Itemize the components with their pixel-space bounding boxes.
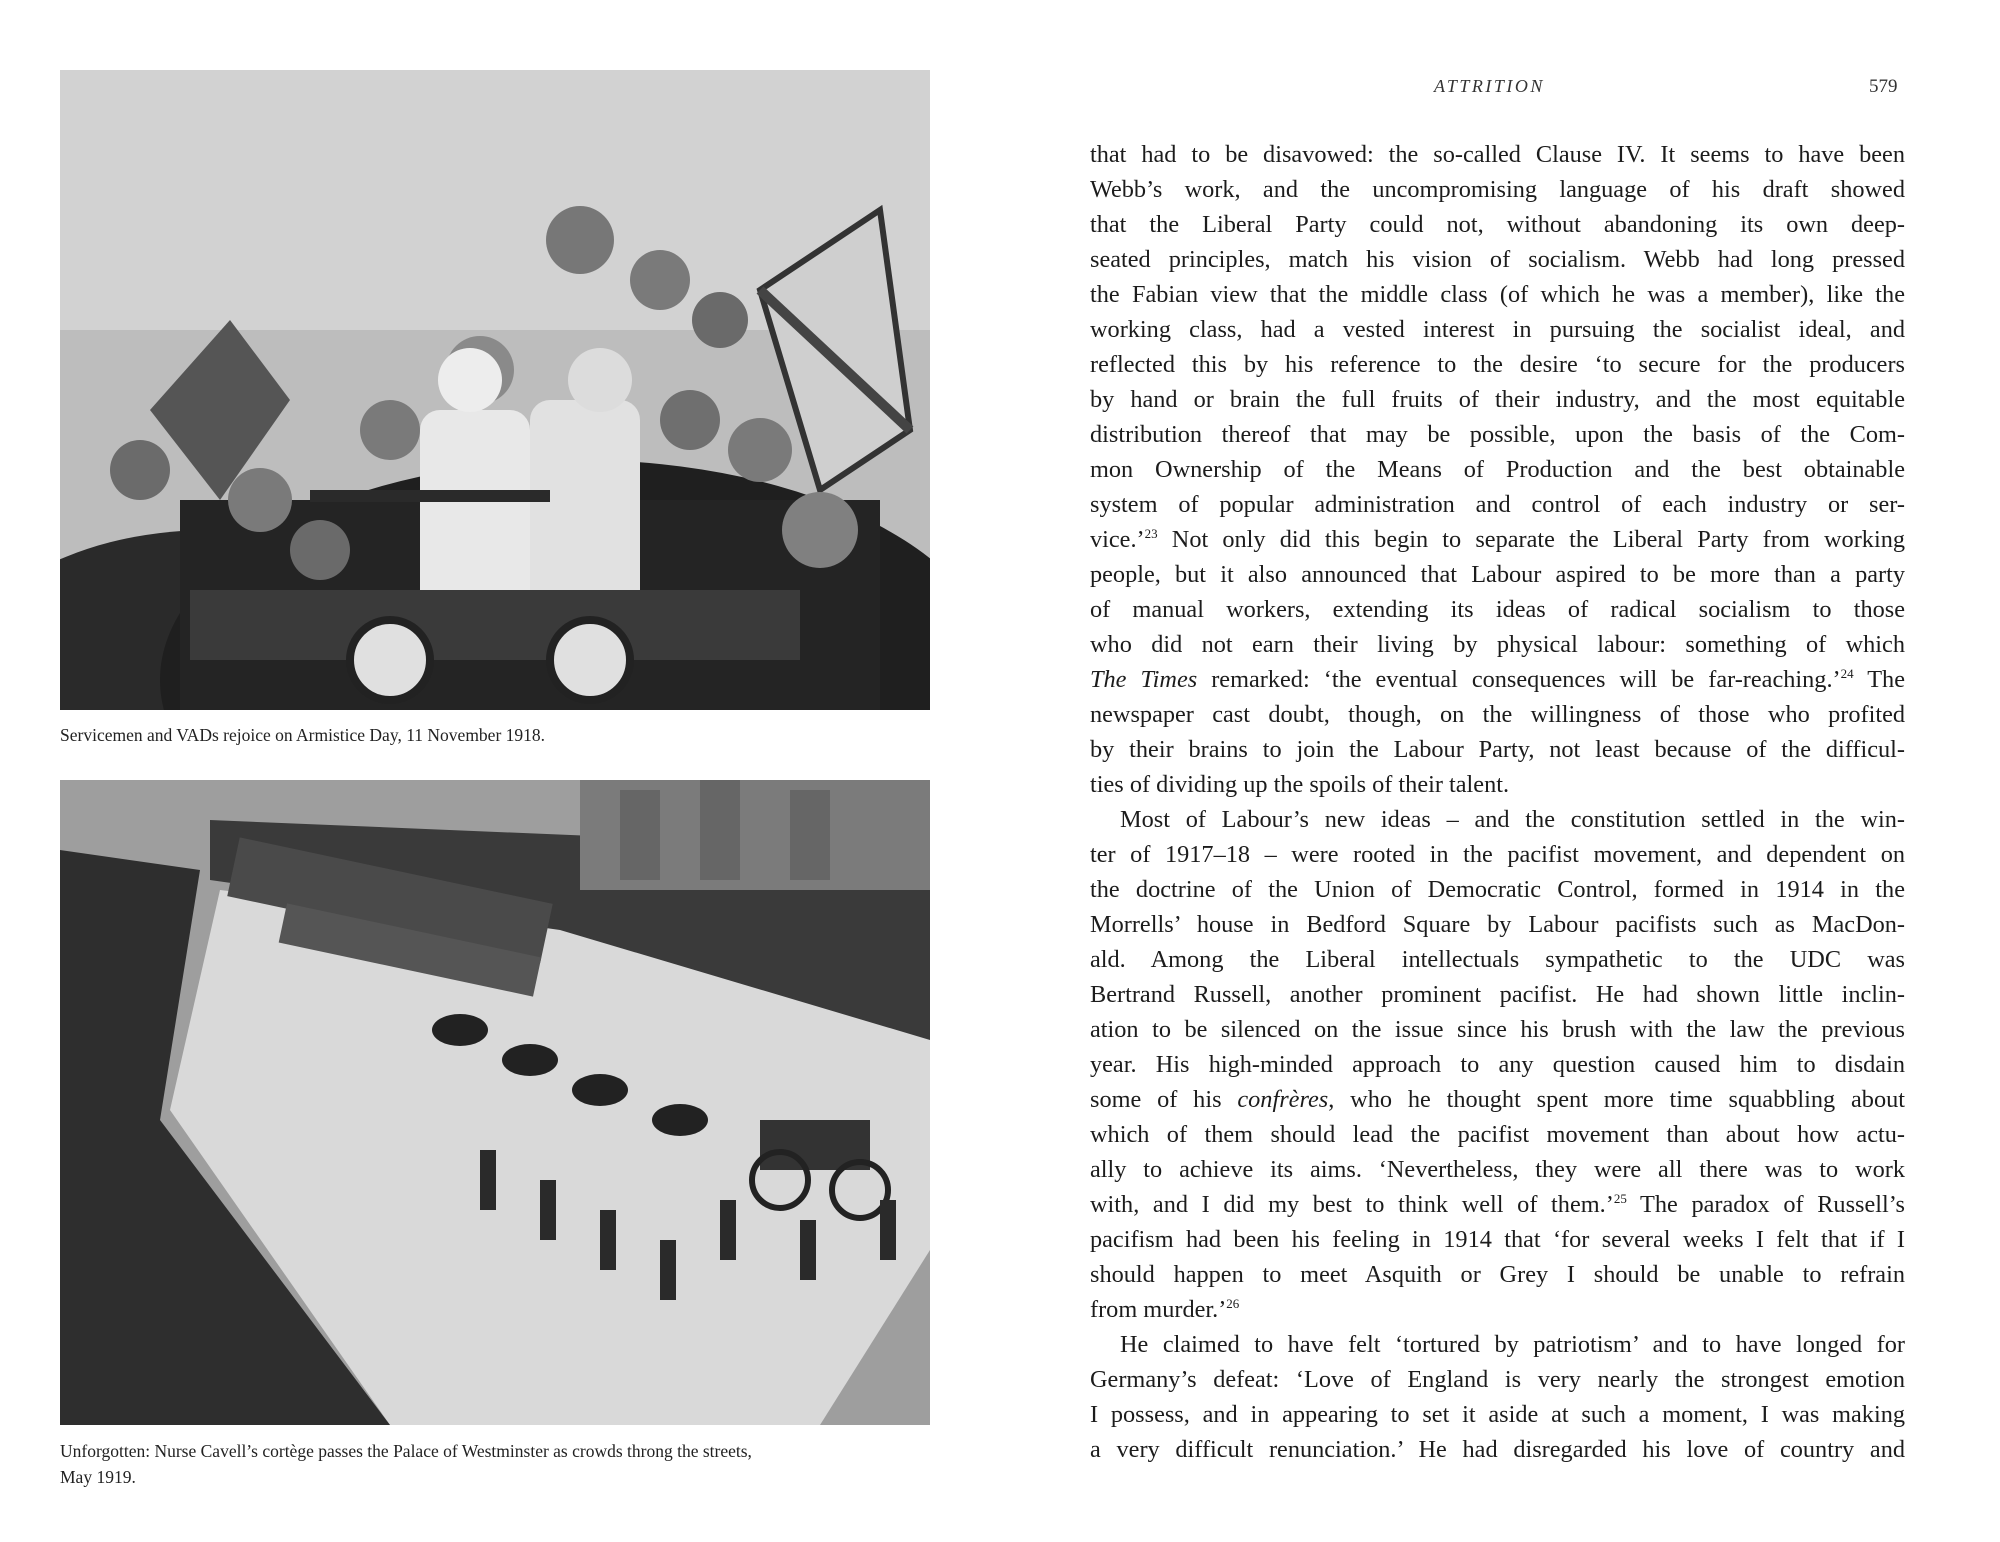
text-line: Germany’s defeat: ‘Love of England is very nearly the strongest emotion bbox=[1090, 1366, 1905, 1393]
photo2-caption bbox=[60, 1438, 940, 1490]
text-line bbox=[1090, 1292, 1905, 1327]
text-line: ter of 1917–18 – were rooted in the pacifist movement, and dependent on bbox=[1090, 841, 1905, 868]
footnote-ref-25[interactable]: 25 bbox=[1613, 1191, 1627, 1206]
text-line: ald. Among the Liberal intellectuals sympathetic to the UDC was bbox=[1090, 946, 1905, 973]
text-line: system of popular administration and control of each industry or ser- bbox=[1090, 491, 1905, 518]
cavell-cortege-photo bbox=[60, 780, 930, 1425]
armistice-day-photo bbox=[60, 70, 930, 710]
text-fragment: The paradox of Russell’s bbox=[1626, 1191, 1905, 1218]
text-line: Webb’s work, and the uncompromising language of his draft showed bbox=[1090, 176, 1905, 203]
text-line: the doctrine of the Union of Democratic Control, formed in 1914 in the bbox=[1090, 876, 1905, 903]
text-line: that had to be disavowed: the so-called Clause IV. It seems to have been bbox=[1090, 141, 1905, 168]
photo2-caption-line2: May 1919. bbox=[60, 1467, 136, 1487]
cortege-photo-illustration bbox=[60, 780, 930, 1425]
photo2-caption-line1: Unforgotten: Nurse Cavell’s cortège passes the Palace of Westminster as crowds throng the streets, bbox=[60, 1441, 752, 1461]
text-line: who did not earn their living by physical labour: something of which bbox=[1090, 631, 1905, 658]
text-fragment: some of his bbox=[1090, 1086, 1238, 1113]
text-fragment: with, and I did my best to think well of them.’ bbox=[1090, 1191, 1614, 1218]
text-line bbox=[1090, 662, 1905, 697]
page-number: 579 bbox=[1869, 76, 1898, 97]
text-line: He claimed to have felt ‘tortured by patriotism’ and to have longed for bbox=[1120, 1331, 1905, 1358]
text-line: ation to be silenced on the issue since his brush with the law the previous bbox=[1090, 1016, 1905, 1043]
text-line: mon Ownership of the Means of Production and the best obtainable bbox=[1090, 456, 1905, 483]
text-line: Morrells’ house in Bedford Square by Labour pacifists such as MacDon- bbox=[1090, 911, 1905, 938]
text-line bbox=[1090, 1187, 1905, 1222]
text-fragment: vice.’ bbox=[1090, 526, 1145, 553]
text-line: Bertrand Russell, another prominent pacifist. He had shown little inclin- bbox=[1090, 981, 1905, 1008]
text-line: distribution thereof that may be possible, upon the basis of the Com- bbox=[1090, 421, 1905, 448]
text-line bbox=[1090, 522, 1905, 557]
text-line: people, but it also announced that Labour aspired to be more than a party bbox=[1090, 561, 1905, 588]
text-fragment: The bbox=[1853, 666, 1905, 693]
footnote-ref-24[interactable]: 24 bbox=[1840, 666, 1854, 681]
text-line: which of them should lead the pacifist movement than about how actu- bbox=[1090, 1121, 1905, 1148]
italic-word: confrères bbox=[1237, 1086, 1329, 1113]
text-line: Most of Labour’s new ideas – and the constitution settled in the win- bbox=[1120, 806, 1905, 833]
text-fragment: remarked: ‘the eventual consequences will be far-reaching.’ bbox=[1197, 666, 1841, 693]
right-page bbox=[1000, 0, 2000, 1542]
text-line: year. His high-minded approach to any question caused him to disdain bbox=[1090, 1051, 1905, 1078]
armistice-photo-illustration bbox=[60, 70, 930, 710]
text-line: by their brains to join the Labour Party, not least because of the difficul- bbox=[1090, 736, 1905, 763]
text-line: newspaper cast doubt, though, on the willingness of those who profited bbox=[1090, 701, 1905, 728]
text-line: pacifism had been his feeling in 1914 that ‘for several weeks I felt that if I bbox=[1090, 1226, 1905, 1253]
text-line: that the Liberal Party could not, without abandoning its own deep- bbox=[1090, 211, 1905, 238]
footnote-ref-26[interactable]: 26 bbox=[1226, 1296, 1240, 1311]
text-fragment: Not only did this begin to separate the Liberal Party from working bbox=[1157, 526, 1905, 553]
text-line bbox=[1090, 1082, 1905, 1117]
text-line: reflected this by his reference to the desire ‘to secure for the producers bbox=[1090, 351, 1905, 378]
text-fragment: from murder.’ bbox=[1090, 1296, 1227, 1323]
photo1-caption: Servicemen and VADs rejoice on Armistice Day, 11 November 1918. bbox=[60, 725, 546, 745]
text-line: working class, had a vested interest in pursuing the socialist ideal, and bbox=[1090, 316, 1905, 343]
running-head: ATTRITION bbox=[1434, 76, 1545, 96]
text-line: ties of dividing up the spoils of their talent. bbox=[1090, 771, 1510, 798]
text-line: I possess, and in appearing to set it aside at such a moment, I was making bbox=[1090, 1401, 1905, 1428]
text-line: ally to achieve its aims. ‘Nevertheless, they were all there was to work bbox=[1090, 1156, 1905, 1183]
text-line: of manual workers, extending its ideas of radical socialism to those bbox=[1090, 596, 1905, 623]
text-line: the Fabian view that the middle class (of which he was a member), like the bbox=[1090, 281, 1905, 308]
text-line: should happen to meet Asquith or Grey I should be unable to refrain bbox=[1090, 1261, 1905, 1288]
italic-title: The Times bbox=[1090, 666, 1198, 693]
text-fragment: , who he thought spent more time squabbling about bbox=[1328, 1086, 1905, 1113]
text-line: seated principles, match his vision of socialism. Webb had long pressed bbox=[1090, 246, 1905, 273]
footnote-ref-23[interactable]: 23 bbox=[1144, 526, 1158, 541]
text-line: by hand or brain the full fruits of their industry, and the most equitable bbox=[1090, 386, 1905, 413]
body-text bbox=[1090, 137, 1905, 1467]
text-line: a very difficult renunciation.’ He had disregarded his love of country and bbox=[1090, 1436, 1905, 1463]
